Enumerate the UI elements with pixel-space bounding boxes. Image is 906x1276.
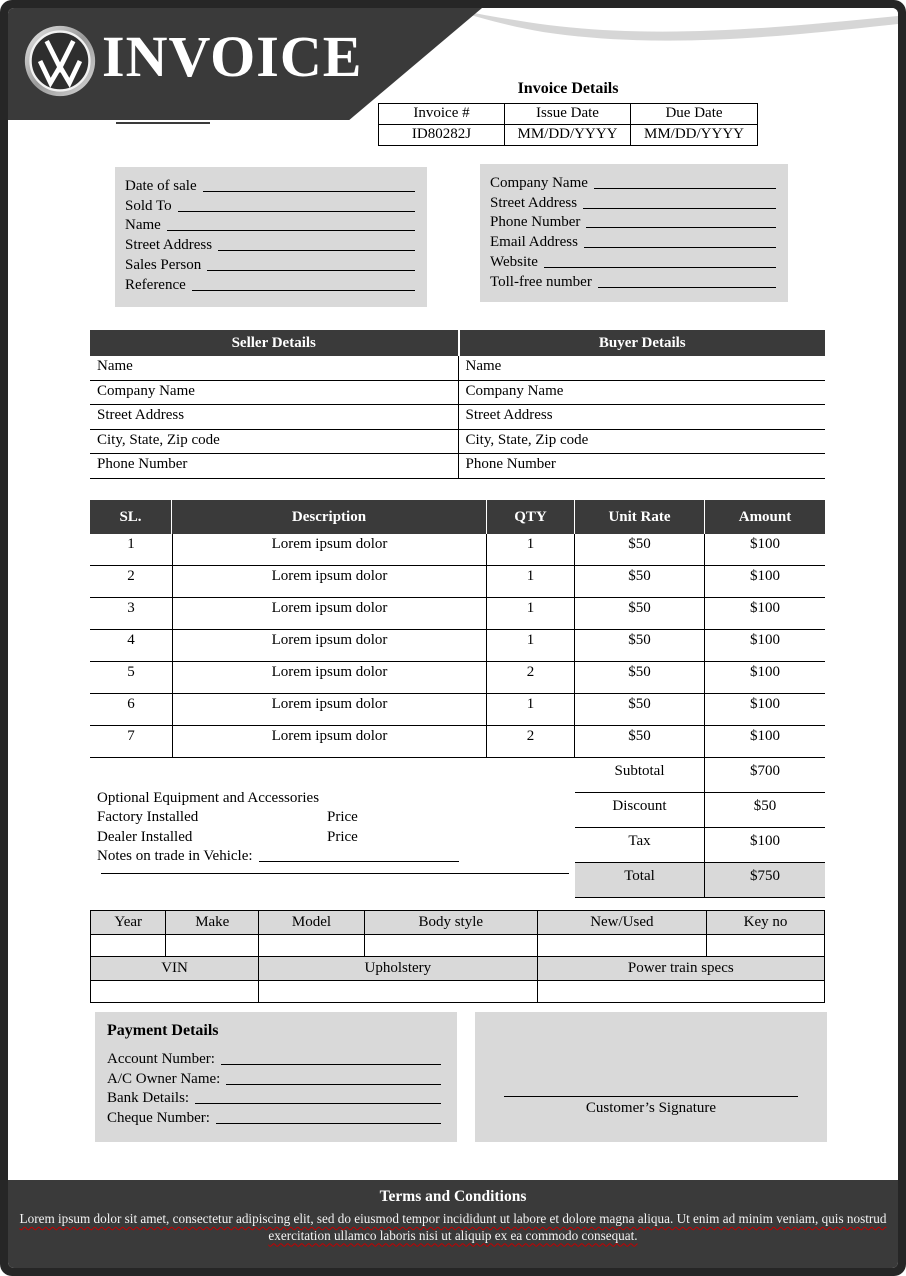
field-cheque-number [107, 1108, 443, 1128]
tax-label: Tax [575, 828, 705, 862]
field-reference [125, 275, 417, 295]
upholstery-cell [259, 981, 538, 1003]
key-no-header: Key no [707, 911, 825, 935]
total-value: $750 [705, 863, 825, 897]
field-label: Name [125, 217, 161, 234]
qty-header: QTY [487, 500, 575, 534]
description-cell: Lorem ipsum dolor [172, 566, 487, 597]
field-ac-owner-name [107, 1069, 443, 1089]
make-header: Make [166, 911, 259, 935]
subtotal-value: $700 [750, 763, 780, 779]
due-date-value: MM/DD/YYYY [631, 125, 757, 146]
fill-in-line [221, 1064, 441, 1065]
qty-cell: 1 [487, 566, 575, 597]
tax-row [575, 828, 825, 863]
description-cell: Lorem ipsum dolor [172, 694, 487, 725]
fill-in-line [207, 270, 415, 271]
item-row [90, 598, 825, 630]
qty-cell: 1 [487, 630, 575, 661]
vehicle-details-table [90, 910, 825, 1003]
dealer-installed-label: Dealer Installed [97, 828, 193, 845]
fill-in-line [584, 247, 776, 248]
unit-rate-cell: $50 [575, 694, 705, 725]
amount-cell: $100 [750, 536, 780, 552]
field-label: Street Address [125, 237, 213, 254]
field-label: Reference [125, 276, 186, 293]
field-phone-number [490, 213, 778, 233]
invoice-details-heading: Invoice Details [517, 80, 619, 97]
item-row [90, 566, 825, 598]
signature-line [504, 1096, 798, 1097]
unit-rate-header: Unit Rate [575, 500, 705, 534]
payment-details-box [95, 1012, 457, 1142]
amount-cell: $100 [750, 632, 780, 648]
model-header: Model [259, 911, 365, 935]
item-row [90, 662, 825, 694]
fill-in-line [218, 250, 415, 251]
body-style-header: Body style [364, 911, 537, 935]
party-row [90, 381, 825, 406]
vin-header: VIN [91, 957, 259, 981]
fill-in-line [226, 1084, 441, 1085]
seller-buyer-header-row [90, 330, 825, 356]
party-row [90, 430, 825, 455]
description-cell: Lorem ipsum dolor [172, 534, 487, 565]
decorative-swoosh [448, 8, 898, 56]
field-label: Toll-free number [490, 273, 592, 290]
invoice-details-section [378, 80, 758, 146]
description-cell: Lorem ipsum dolor [172, 630, 487, 661]
invoice-sheet [8, 8, 898, 1268]
vehicle-header-row-1 [91, 911, 825, 935]
amount-cell: $100 [750, 728, 780, 744]
factory-installed-line [97, 807, 577, 827]
invoice-title: INVOICE [102, 24, 363, 89]
field-label: Street Address [490, 194, 578, 211]
fill-in-line [178, 211, 415, 212]
field-label: Website [490, 253, 538, 270]
invoice-details-table [378, 103, 758, 146]
sl-cell: 1 [127, 536, 135, 552]
subtotal-label: Subtotal [575, 758, 705, 792]
new-used-header: New/Used [537, 911, 706, 935]
buyer-field-label: Company Name [458, 381, 826, 406]
items-header-row [90, 500, 825, 534]
year-header: Year [91, 911, 166, 935]
line-items-table [90, 500, 825, 758]
total-row [575, 863, 825, 898]
field-label: Bank Details: [107, 1090, 190, 1107]
terms-body-text: Lorem ipsum dolor sit amet, consectetur adipiscing elit, sed do eiusmod tempor incididunt ut labore et dolore magna aliqua. Ut enim ad minim veniam, quis nostrud exercitation ullamco laboris nisi ut aliquip ex ea commodo consequat. [19, 1211, 887, 1243]
signature-box [475, 1012, 827, 1142]
fill-in-line [583, 208, 776, 209]
vw-logo-icon [22, 23, 98, 99]
vin-cell [91, 981, 259, 1003]
discount-value: $50 [753, 798, 777, 814]
optional-heading-text: Optional Equipment and Accessories [97, 789, 320, 806]
company-info-box [480, 164, 788, 302]
vehicle-blank-row-2 [91, 981, 825, 1003]
factory-installed-price: Price [327, 809, 358, 825]
item-row [90, 694, 825, 726]
seller-field-label: City, State, Zip code [90, 430, 458, 455]
unit-rate-cell: $50 [575, 534, 705, 565]
fill-in-line [167, 230, 415, 231]
field-label: Phone Number [490, 214, 581, 231]
fill-in-line [203, 191, 415, 192]
description-cell: Lorem ipsum dolor [172, 726, 487, 757]
amount-cell: $100 [750, 600, 780, 616]
buyer-field-label: Street Address [458, 405, 826, 430]
party-row [90, 454, 825, 479]
trade-in-notes-line [97, 846, 577, 866]
unit-rate-cell: $50 [575, 566, 705, 597]
item-row [90, 726, 825, 758]
fill-in-line [259, 861, 459, 862]
fill-in-line [544, 267, 776, 268]
terms-heading: Terms and Conditions [379, 1188, 527, 1205]
sl-cell: 3 [127, 600, 135, 616]
field-label: A/C Owner Name: [107, 1070, 221, 1087]
seller-field-label: Company Name [90, 381, 458, 406]
body-style-cell [364, 935, 537, 957]
field-website [490, 252, 778, 272]
description-header: Description [172, 500, 487, 534]
party-row [90, 356, 825, 381]
seller-buyer-table [90, 330, 825, 479]
fill-in-line [101, 873, 569, 874]
field-label: Company Name [490, 174, 588, 191]
item-row [90, 630, 825, 662]
sl-cell: 5 [127, 664, 135, 680]
field-name [125, 216, 417, 236]
factory-installed-label: Factory Installed [97, 809, 199, 825]
power-train-specs-cell [537, 981, 824, 1003]
amount-cell: $100 [750, 696, 780, 712]
buyer-details-header: Buyer Details [458, 330, 826, 356]
fill-in-line [195, 1103, 441, 1104]
totals-table [575, 758, 825, 898]
optional-equipment-heading [97, 787, 577, 807]
field-label: Date of sale [125, 177, 197, 194]
field-label: Cheque Number: [107, 1110, 210, 1127]
power-train-specs-header: Power train specs [537, 957, 824, 981]
invoice-number-header: Invoice # [379, 104, 505, 125]
buyer-field-label: City, State, Zip code [458, 430, 826, 455]
field-label: Email Address [490, 234, 578, 251]
unit-rate-cell: $50 [575, 662, 705, 693]
fill-in-line [594, 188, 776, 189]
year-cell [91, 935, 166, 957]
total-label: Total [575, 863, 705, 897]
seller-details-header: Seller Details [90, 330, 458, 356]
item-row [90, 534, 825, 566]
qty-cell: 1 [487, 534, 575, 565]
seller-field-label: Phone Number [90, 454, 458, 479]
unit-rate-cell: $50 [575, 598, 705, 629]
sl-cell: 7 [127, 728, 135, 744]
buyer-field-label: Phone Number [458, 454, 826, 479]
amount-header: Amount [738, 508, 792, 525]
payment-details-heading: Payment Details [107, 1022, 219, 1039]
make-cell [166, 935, 259, 957]
description-cell: Lorem ipsum dolor [172, 662, 487, 693]
field-label: Sold To [125, 197, 172, 214]
seller-field-label: Name [90, 356, 458, 381]
field-street-address [490, 193, 778, 213]
sl-header: SL. [90, 500, 172, 534]
discount-label: Discount [575, 793, 705, 827]
field-label: Sales Person [125, 256, 202, 273]
signature-label: Customer’s Signature [585, 1100, 717, 1116]
qty-cell: 1 [487, 598, 575, 629]
field-toll-free-number [490, 272, 778, 292]
sl-cell: 6 [127, 696, 135, 712]
buyer-field-label: Name [458, 356, 826, 381]
upholstery-header: Upholstery [259, 957, 538, 981]
amount-cell: $100 [750, 664, 780, 680]
unit-rate-cell: $50 [575, 726, 705, 757]
seller-field-label: Street Address [90, 405, 458, 430]
field-account-number [107, 1049, 443, 1069]
fill-in-line [586, 227, 776, 228]
field-date-of-sale [125, 176, 417, 196]
subtotal-row [575, 758, 825, 793]
sl-cell: 2 [127, 568, 135, 584]
fill-in-line [192, 290, 415, 291]
qty-cell: 2 [487, 662, 575, 693]
sale-info-box [115, 167, 427, 307]
issue-date-header: Issue Date [505, 104, 631, 125]
sl-cell: 4 [127, 632, 135, 648]
trade-in-notes-label: Notes on trade in Vehicle: [97, 848, 253, 864]
discount-row [575, 793, 825, 828]
qty-cell: 1 [487, 694, 575, 725]
field-bank-details [107, 1089, 443, 1109]
field-street-address [125, 235, 417, 255]
fill-in-line [598, 287, 776, 288]
dealer-installed-price: Price [327, 828, 358, 845]
due-date-header: Due Date [631, 104, 757, 125]
dealer-installed-line [97, 826, 577, 846]
field-sales-person [125, 255, 417, 275]
field-company-name [490, 173, 778, 193]
model-cell [259, 935, 365, 957]
optional-equipment-section [97, 787, 577, 865]
new-used-cell [537, 935, 706, 957]
qty-cell: 2 [487, 726, 575, 757]
field-sold-to [125, 196, 417, 216]
terms-section [8, 1180, 898, 1268]
amount-cell: $100 [750, 568, 780, 584]
tax-value: $100 [750, 833, 780, 849]
banner-accent-line [116, 122, 210, 124]
key-no-cell [707, 935, 825, 957]
vehicle-header-row-2 [91, 957, 825, 981]
vehicle-blank-row-1 [91, 935, 825, 957]
description-cell: Lorem ipsum dolor [172, 598, 487, 629]
party-row [90, 405, 825, 430]
field-email-address [490, 232, 778, 252]
issue-date-value: MM/DD/YYYY [505, 125, 631, 146]
invoice-number-value: ID80282J [379, 125, 505, 146]
unit-rate-cell: $50 [575, 630, 705, 661]
field-label: Account Number: [107, 1050, 215, 1067]
fill-in-line [216, 1123, 441, 1124]
